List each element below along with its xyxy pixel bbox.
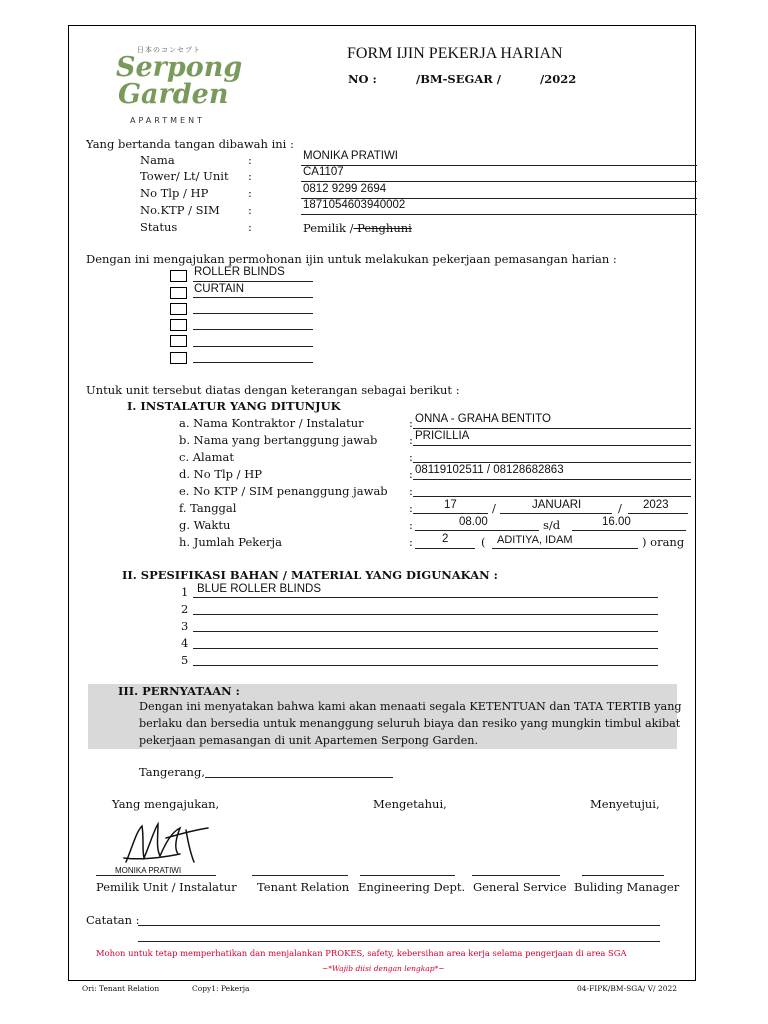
request-intro: Dengan ini mengajukan permohonan ijin untuk melakukan pekerjaan pemasangan harian : [86,252,617,266]
fill-line [193,313,313,314]
colon: : [409,416,413,430]
material-number: 1 [181,585,189,599]
sign-approving: Menyetujui, [590,797,660,811]
request-item: ROLLER BLINDS [194,266,285,278]
fill-line [301,165,697,166]
fill-line [413,445,691,446]
date-day: 17 [444,499,457,511]
time-end: 16.00 [602,516,631,528]
slash: / [492,501,496,515]
signature-line [252,875,348,876]
colon: : [248,220,252,234]
slash: / [618,501,622,515]
fill-line [193,362,313,363]
fill-line [138,925,660,926]
fill-line [193,297,313,298]
request-item: CURTAIN [194,283,245,295]
date-month: JANUARI [532,499,582,511]
colon: : [409,501,413,515]
installer-label: a. Nama Kontraktor / Instalatur [179,416,364,430]
installer-phone: 08119102511 / 08128682863 [415,464,564,476]
installer-label: g. Waktu [179,518,231,532]
colon: : [409,535,413,549]
checkbox[interactable] [170,352,187,364]
fill-line [413,479,691,480]
checkbox[interactable] [170,287,187,299]
fill-line [628,513,688,514]
mandatory-note: ~*Wajib diisi dengan lengkap*~ [322,964,445,973]
role-tenant-relation: Tenant Relation [257,880,350,894]
role-engineering: Engineering Dept. [358,880,466,894]
fill-line [413,513,488,514]
role-building-manager: Buliding Manager [574,880,680,894]
status-tenant-struck: Penghuni [353,221,412,235]
signature-line [472,875,560,876]
statement-line-2: berlaku dan bersedia untuk menanggung seluruh biaya dan resiko yang mungkin timbul akibat [139,717,681,730]
date-year: 2023 [643,499,669,511]
signer-intro: Yang bertanda tangan dibawah ini : [86,137,294,151]
signature-line [360,875,455,876]
materials-title: II. SPESIFIKASI BAHAN / MATERIAL YANG DIGUNAKAN : [122,568,498,582]
fill-line [205,777,393,778]
worker-unit: ) orang [642,535,685,549]
colon: : [409,518,413,532]
footer-original: Ori: Tenant Relation [82,984,160,993]
installer-label: c. Alamat [179,450,234,464]
notes-label: Catatan : [86,913,140,927]
fill-line [193,665,658,666]
colon: : [248,153,252,167]
statement-title: III. PERNYATAAN : [118,684,240,698]
installer-label: h. Jumlah Pekerja [179,535,282,549]
fill-line [193,597,658,598]
colon: : [248,186,252,200]
checkbox[interactable] [170,319,187,331]
colon: : [409,433,413,447]
fill-line [415,548,475,549]
fill-line [193,281,313,282]
fill-line [301,214,697,215]
colon: : [248,203,252,217]
footer-copy: Copy1: Pekerja [192,984,250,993]
prokes-warning: Mohon untuk tetap memperhatikan dan menjalankan PROKES, safety, kebersihan area kerja selama pengerjaan di area SGA [96,948,627,958]
logo-japanese-text: 日本のコンセプト [137,46,201,54]
installer-contractor: ONNA - GRAHA BENTITO [415,413,551,425]
fill-line [193,631,658,632]
field-label-nama: Nama [140,153,175,167]
fill-line [193,346,313,347]
worker-names: ADITIYA, IDAM [497,534,573,546]
time-start: 08.00 [459,516,488,528]
field-value-unit: CA1107 [303,166,344,178]
fill-line [193,329,313,330]
field-label-unit: Tower/ Lt/ Unit [140,169,229,183]
field-label-ktp: No.KTP / SIM [140,203,220,217]
status-value [303,221,412,235]
fill-line [193,614,658,615]
worker-count: 2 [442,533,449,545]
statement-line-3: pekerjaan pemasangan di unit Apartemen Serpong Garden. [139,734,479,747]
logo-apartment: APARTMENT [130,116,205,125]
signature-line [96,875,216,876]
fill-line [301,181,697,182]
statement-line-1: Dengan ini menyatakan bahwa kami akan menaati segala KETENTUAN dan TATA TERTIB yang [139,700,682,713]
signer-name: MONIKA PRATIWI [115,866,182,875]
sign-applying: Yang mengajukan, [112,797,220,811]
checkbox[interactable] [170,303,187,315]
material-number: 2 [181,602,189,616]
signature-line [582,875,664,876]
form-title: FORM IJIN PEKERJA HARIAN [347,45,563,62]
fill-line [413,428,691,429]
fill-line [500,513,612,514]
fill-line [572,530,686,531]
form-number-year: /2022 [540,72,577,86]
time-separator: s/d [543,518,561,532]
field-value-phone: 0812 9299 2694 [303,183,387,195]
colon: : [409,467,413,481]
logo-garden: Garden [118,79,229,110]
form-number-label: NO : [348,72,377,86]
installer-label: e. No KTP / SIM penanggung jawab [179,484,388,498]
installer-label: f. Tanggal [179,501,237,515]
colon: : [409,484,413,498]
colon: : [409,450,413,464]
section-intro: Untuk unit tersebut diatas dengan keterangan sebagai berikut : [86,383,460,397]
paren-open: ( [481,535,486,549]
installer-responsible: PRICILLIA [415,430,470,442]
sign-knowing: Mengetahui, [373,797,447,811]
field-value-nama: MONIKA PRATIWI [303,150,398,162]
colon: : [248,169,252,183]
fill-line [193,648,658,649]
role-general-service: General Service [473,880,567,894]
installer-label: d. No Tlp / HP [179,467,262,481]
footer-doc-code: 04-FIPK/BM-SGA/ V/ 2022 [577,984,678,993]
fill-line [413,496,691,497]
role-owner: Pemilik Unit / Instalatur [96,880,237,894]
logo-serpong: Serpong [116,52,243,83]
installer-label: b. Nama yang bertanggung jawab [179,433,378,447]
material-number: 5 [181,653,189,667]
fill-line [413,462,691,463]
form-number-code: /BM-SEGAR / [416,72,501,86]
checkbox[interactable] [170,335,187,347]
fill-line [138,941,660,942]
material-number: 3 [181,619,189,633]
material-item: BLUE ROLLER BLINDS [197,583,321,595]
material-number: 4 [181,636,189,650]
installer-title: I. INSTALATUR YANG DITUNJUK [127,399,341,413]
fill-line [492,548,638,549]
field-label-status: Status [140,220,178,234]
status-owner: Pemilik / [303,221,354,235]
field-label-phone: No Tlp / HP [140,186,209,200]
place-label: Tangerang, [139,765,205,779]
fill-line [415,530,539,531]
field-value-ktp: 1871054603940002 [303,199,406,211]
signature-image [120,818,215,868]
checkbox[interactable] [170,270,187,282]
